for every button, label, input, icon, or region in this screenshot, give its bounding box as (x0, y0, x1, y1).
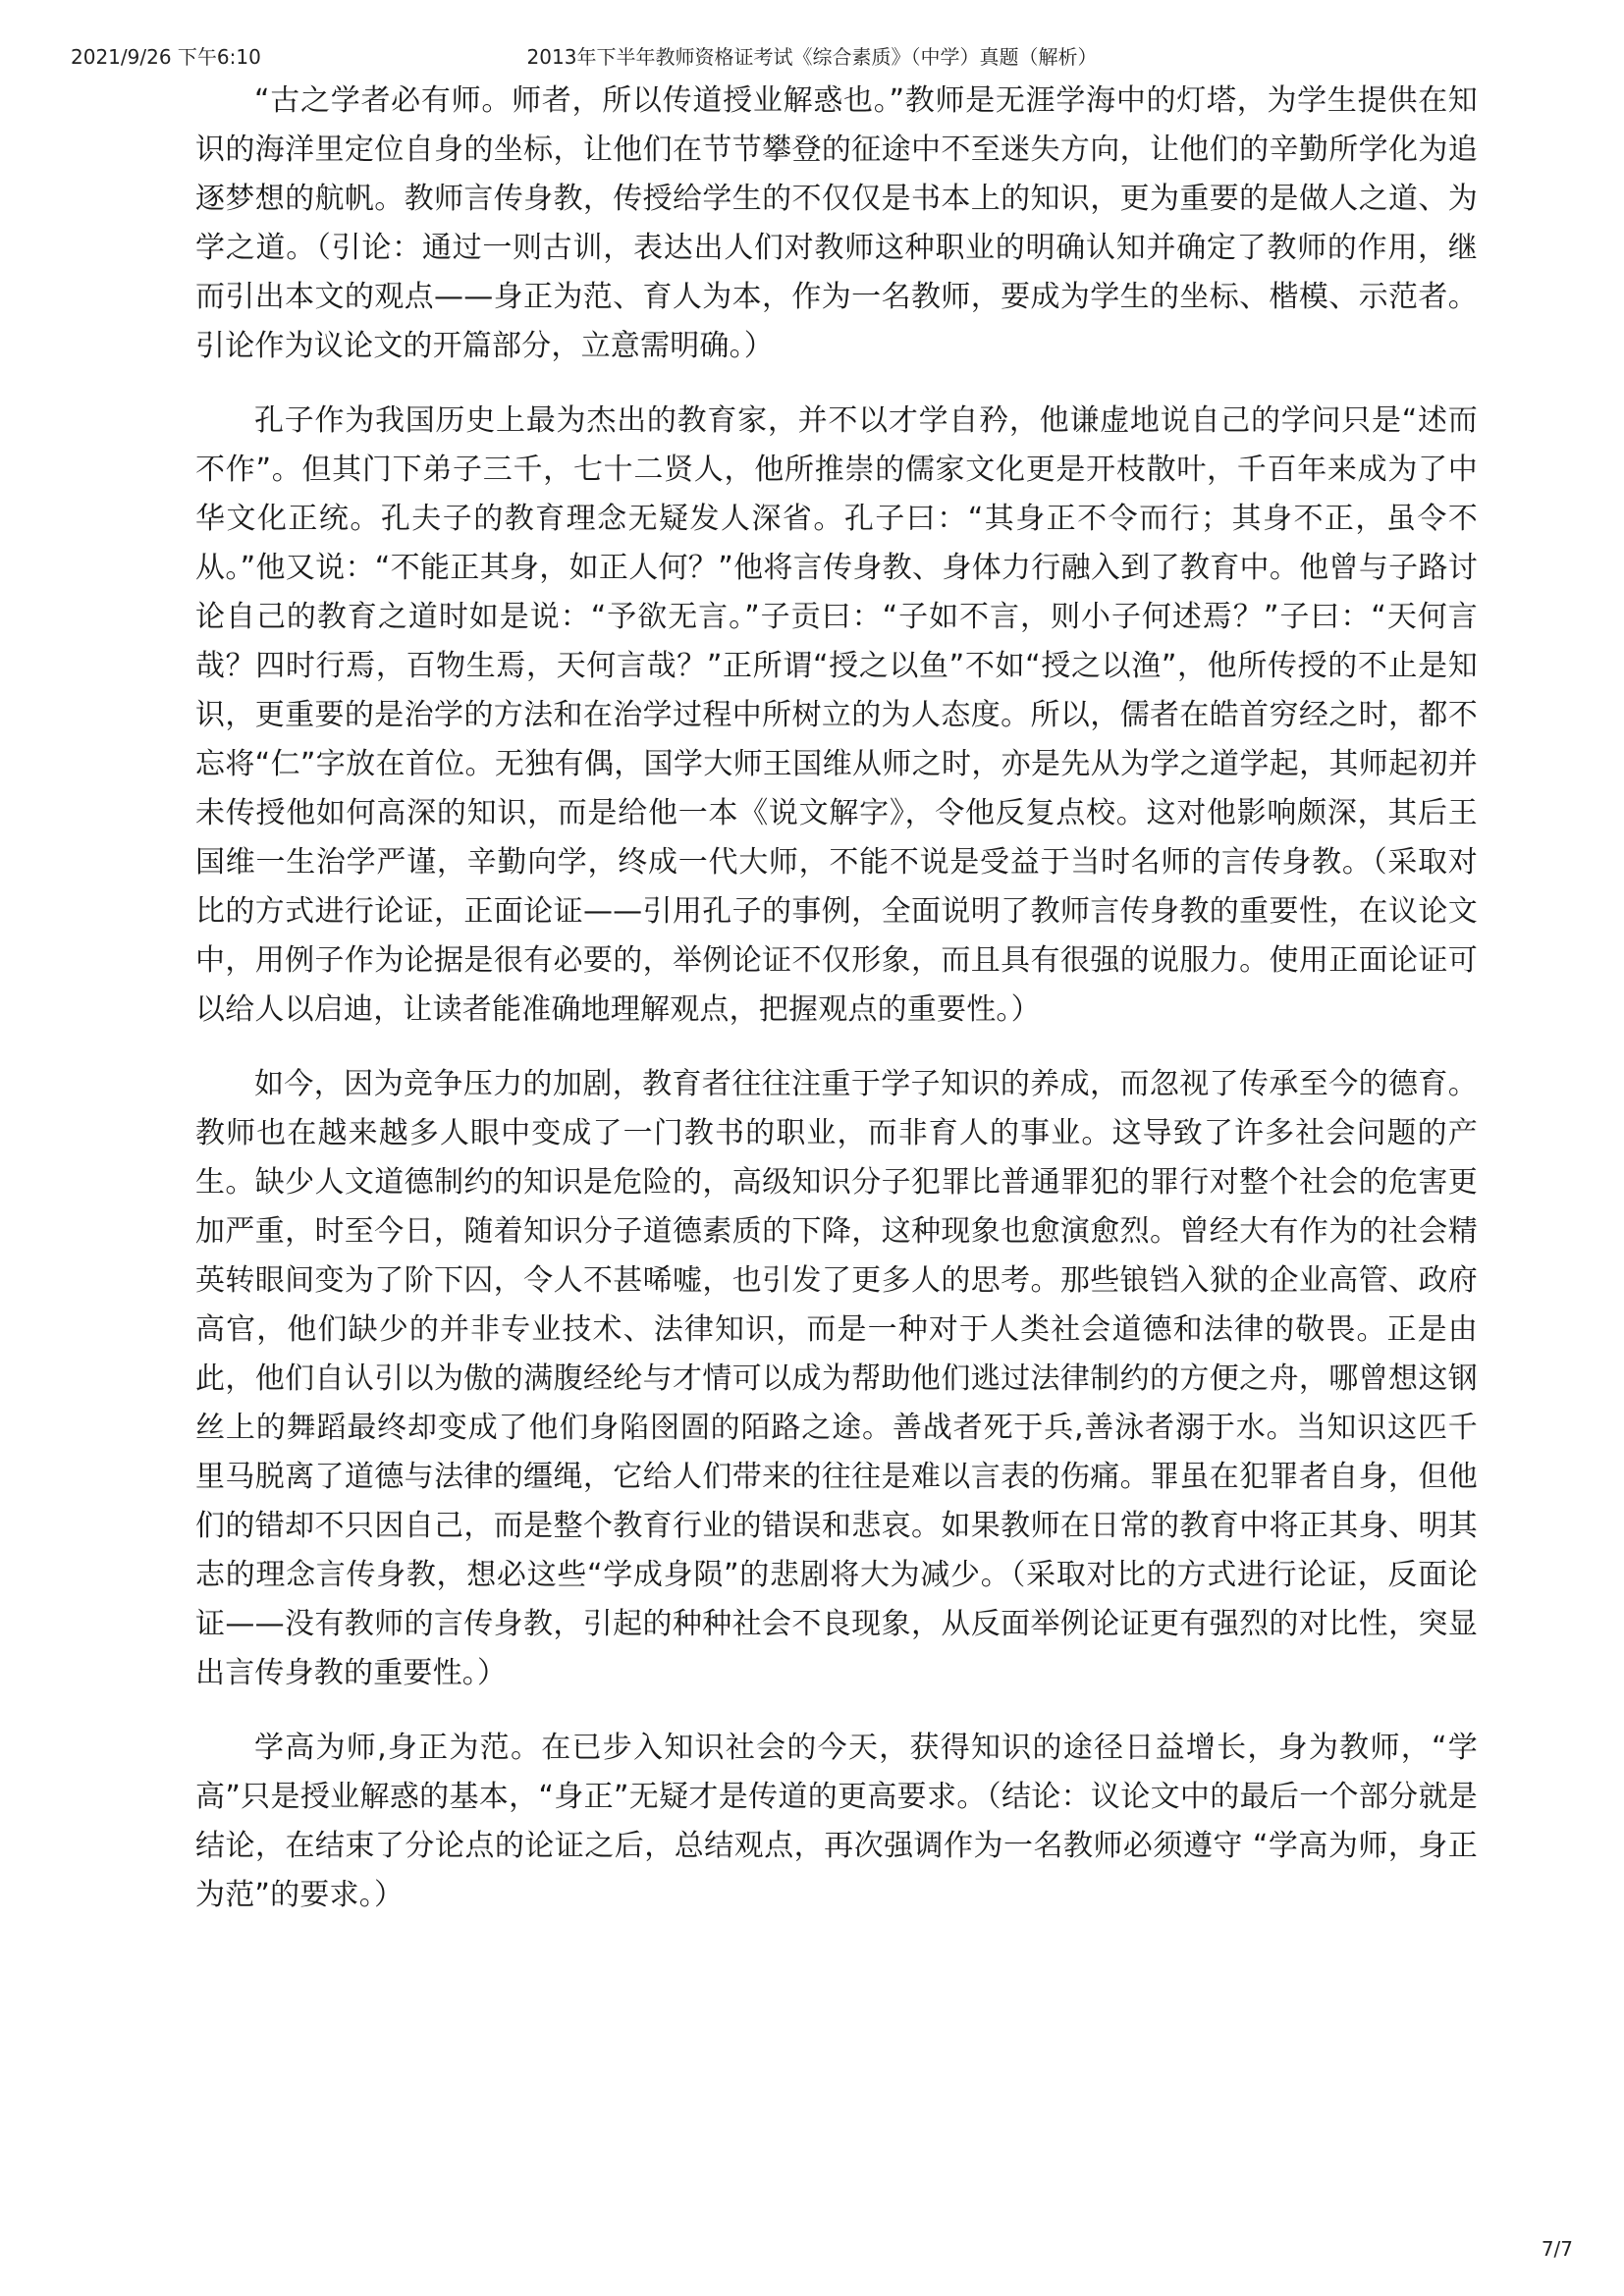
page-number: 7/7 (1541, 2237, 1573, 2261)
document-title: 2013年下半年教师资格证考试《综合素质》（中学）真题（解析） (526, 45, 1098, 69)
print-datetime: 2021/9/26 下午6:10 (71, 45, 261, 69)
paragraph-negative-argument: 如今，因为竞争压力的加剧，教育者往往注重于学子知识的养成，而忽视了传承至今的德育。教师也在越来越多人眼中变成了一门教书的职业，而非育人的事业。这导致了许多社会问题的产生。缺少人文道德制约的知识是危险的，高级知识分子犯罪比普通罪犯的罪行对整个社会的危害更加严重，时至今日，随着知识分子道德素质的下降，这种现象也愈演愈烈。曾经大有作为的社会精英转眼间变为了阶下囚，令人不甚唏嘘，也引发了更多人的思考。那些锒铛入狱的企业高管、政府高官，他们缺少的并非专业技术、法律知识，而是一种对于人类社会道德和法律的敬畏。正是由此，他们自认引以为傲的满腹经纶与才情可以成为帮助他们逃过法律制约的方便之舟，哪曾想这钢丝上的舞蹈最终却变成了他们身陷囹圄的陌路之途。善战者死于兵,善泳者溺于水。当知识这匹千里马脱离了道德与法律的缰绳，它给人们带来的往往是难以言表的伤痛。罪虽在犯罪者自身，但他们的错却不只因自己，而是整个教育行业的错误和悲哀。如果教师在日常的教育中将正其身、明其志的理念言传身教，想必这些“学成身陨”的悲剧将大为减少。（采取对比的方式进行论证，反面论证——没有教师的言传身教，引起的种种社会不良现象，从反面举例论证更有强烈的对比性，突显出言传身教的重要性。） (195, 1067, 1478, 1690)
print-header (0, 41, 1624, 71)
paragraph-positive-argument: 孔子作为我国历史上最为杰出的教育家，并不以才学自矜，他谦虚地说自己的学问只是“述而不作”。但其门下弟子三千，七十二贤人，他所推崇的儒家文化更是开枝散叶，千百年来成为了中华文化正统。孔夫子的教育理念无疑发人深省。孔子曰：“其身正不令而行；其身不正，虽令不从。”他又说：“不能正其身，如正人何？”他将言传身教、身体力行融入到了教育中。他曾与子路讨论自己的教育之道时如是说：“予欲无言。”子贡曰：“子如不言，则小子何述焉？”子曰：“天何言哉？四时行焉，百物生焉，天何言哉？”正所谓“授之以鱼”不如“授之以渔”，他所传授的不止是知识，更重要的是治学的方法和在治学过程中所树立的为人态度。所以，儒者在皓首穷经之时，都不忘将“仁”字放在首位。无独有偶，国学大师王国维从师之时，亦是先从为学之道学起，其师起初并未传授他如何高深的知识，而是给他一本《说文解字》，令他反复点校。这对他影响颇深，其后王国维一生治学严谨，辛勤向学，终成一代大师，不能不说是受益于当时名师的言传身教。（采取对比的方式进行论证，正面论证——引用孔子的事例，全面说明了教师言传身教的重要性，在议论文中，用例子作为论据是很有必要的，举例论证不仅形象，而且具有很强的说服力。使用正面论证可以给人以启迪，让读者能准确地理解观点，把握观点的重要性。） (195, 403, 1478, 1027)
paragraph-conclusion: 学高为师,身正为范。在已步入知识社会的今天，获得知识的途径日益增长，身为教师，“学高”只是授业解惑的基本，“身正”无疑才是传道的更高要求。（结论：议论文中的最后一个部分就是结论，在结束了分论点的论证之后，总结观点，再次强调作为一名教师必须遵守 “学高为师，身正为范”的要求。） (195, 1731, 1478, 1912)
document-body (195, 77, 1478, 1946)
paragraph-introduction: “古之学者必有师。师者，所以传道授业解惑也。”教师是无涯学海中的灯塔，为学生提供在知识的海洋里定位自身的坐标，让他们在节节攀登的征途中不至迷失方向，让他们的辛勤所学化为追逐梦想的航帆。教师言传身教，传授给学生的不仅仅是书本上的知识，更为重要的是做人之道、为学之道。（引论：通过一则古训，表达出人们对教师这种职业的明确认知并确定了教师的作用，继而引出本文的观点——身正为范、育人为本，作为一名教师，要成为学生的坐标、楷模、示范者。引论作为议论文的开篇部分，立意需明确。） (195, 83, 1478, 363)
